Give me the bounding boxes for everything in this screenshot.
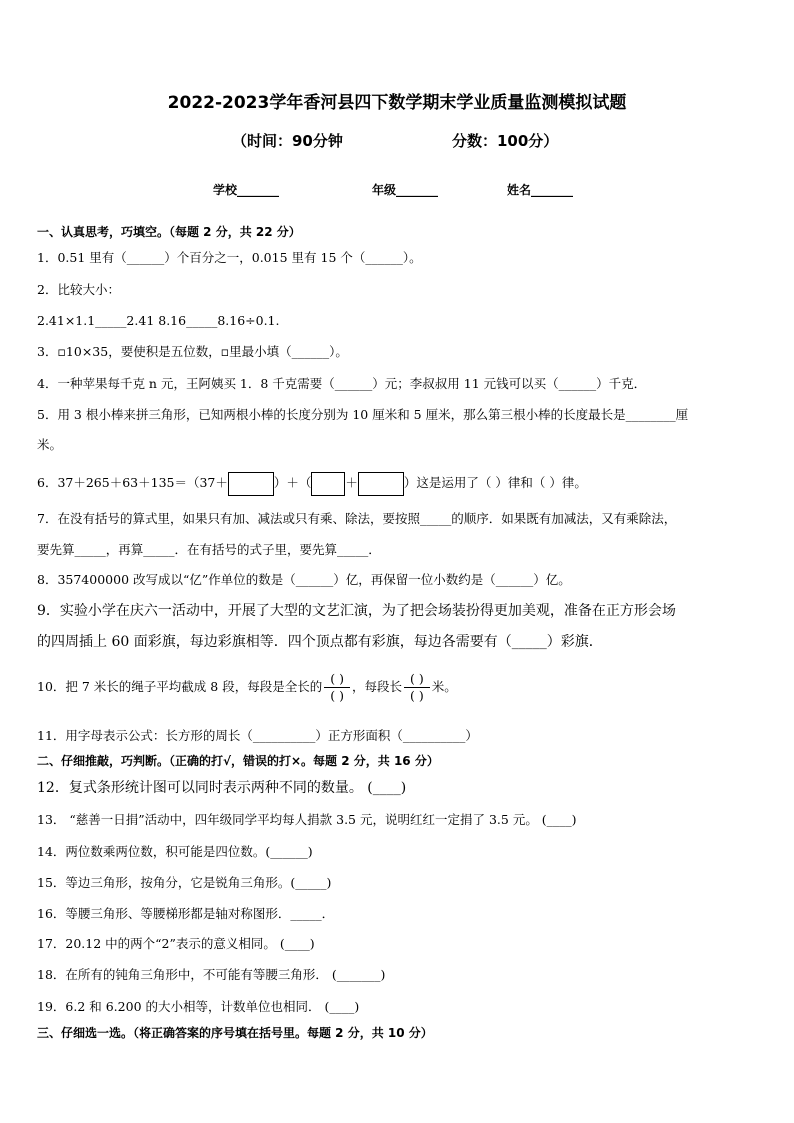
question-8: 8．357400000 改写成以“亿”作单位的数是（______）亿，再保留一位小数约是（______）亿。: [37, 572, 571, 587]
answer-box-2[interactable]: [311, 472, 345, 496]
question-2: 2．比较大小：: [37, 282, 120, 297]
question-10-part-c: 米。: [431, 679, 457, 694]
question-9-continued: 的四周插上 60 面彩旗，每边彩旗相等．四个顶点都有彩旗，每边各需要有（_____）彩旗．: [37, 634, 603, 650]
question-5-continued: 米。: [37, 437, 63, 452]
question-18: 18．在所有的钝角三角形中，不可能有等腰三角形． (_______): [37, 967, 386, 982]
question-6-part-a: 6．37＋265＋63＋135＝（37＋: [37, 475, 228, 490]
page-title: 2022-2023学年香河县四下数学期末学业质量监测模拟试题: [167, 93, 627, 113]
question-12: 12．复式条形统计图可以同时表示两种不同的数量。 (____): [37, 780, 407, 796]
section-2-heading: 二、仔细推敲，巧判断。（正确的打√，错误的打×。每题 2 分，共 16 分）: [37, 754, 439, 768]
section-1-heading: 一、认真思考，巧填空。（每题 2 分，共 22 分）: [37, 225, 301, 239]
question-10-part-b: ，每段长: [351, 679, 402, 694]
question-2-comparisons: 2.41×1.1_____2.41 8.16_____8.16÷0.1.: [37, 313, 280, 328]
question-6-part-d: ）这是运用了（ ）律和（ ）律。: [403, 475, 587, 490]
fraction-blank-2[interactable]: $\frac{( )}{( )}$: [404, 671, 430, 704]
exam-time: （时间：90分钟: [232, 132, 343, 150]
question-11: 11．用字母表示公式：长方形的周长（__________）正方形面积（__________）: [37, 728, 478, 743]
name-field: 姓名_______: [507, 183, 574, 197]
question-7-continued: 要先算_____，再算_____．在有括号的式子里，要先算_____．: [37, 542, 381, 557]
question-1: 1．0.51 里有（______）个百分之一，0.015 里有 15 个（______）。: [37, 250, 422, 265]
grade-field: 年级_______: [372, 183, 439, 197]
fraction-blank-1[interactable]: $\frac{( )}{( )}$: [324, 671, 350, 704]
question-7: 7．在没有括号的算式里，如果只有加、减法或只有乘、除法，要按照_____的顺序．如果既有加减法，又有乘除法，: [37, 511, 677, 526]
question-9: 9．实验小学在庆六一活动中，开展了大型的文艺汇演，为了把会场装扮得更加美观，准备在正方形会场: [37, 603, 676, 619]
question-15: 15．等边三角形，按角分，它是锐角三角形。(_____): [37, 875, 332, 890]
question-4: 4．一种苹果每千克 n 元，王阿姨买 1．8 千克需要（______）元；李叔叔用 11 元钱可以买（______）千克．: [37, 376, 647, 391]
question-6-part-b: ）＋（: [273, 475, 312, 490]
question-14: 14．两位数乘两位数，积可能是四位数。(______): [37, 844, 313, 859]
question-10-part-a: 10．把 7 米长的绳子平均截成 8 段，每段是全长的: [37, 679, 323, 694]
question-19: 19．6.2 和 6.200 的大小相等，计数单位也相同． (____): [37, 999, 360, 1014]
question-5: 5．用 3 根小棒来拼三角形，已知两根小棒的长度分别为 10 厘米和 5 厘米，那么第三根小棒的长度最长是________厘: [37, 407, 689, 422]
question-3: 3．▫10×35，要使积是五位数，▫里最小填（______）。: [37, 344, 348, 359]
question-16: 16．等腰三角形、等腰梯形都是轴对称图形．_____．: [37, 906, 335, 921]
question-6: [37, 471, 587, 496]
answer-box-1[interactable]: [228, 472, 274, 496]
exam-score: 分数：100分）: [452, 132, 559, 150]
question-10: [37, 665, 457, 709]
question-6-part-c: ＋: [345, 475, 358, 490]
school-field: 学校_______: [213, 183, 280, 197]
section-3-heading: 三、仔细选一选。（将正确答案的序号填在括号里。每题 2 分，共 10 分）: [37, 1026, 433, 1040]
answer-box-3[interactable]: [358, 472, 404, 496]
question-17: 17．20.12 中的两个“2”表示的意义相同。 (____): [37, 936, 315, 951]
question-13: 13． “慈善一日捐”活动中，四年级同学平均每人捐款 3.5 元，说明红红一定捐了 3.5 元。 (____): [37, 812, 577, 827]
